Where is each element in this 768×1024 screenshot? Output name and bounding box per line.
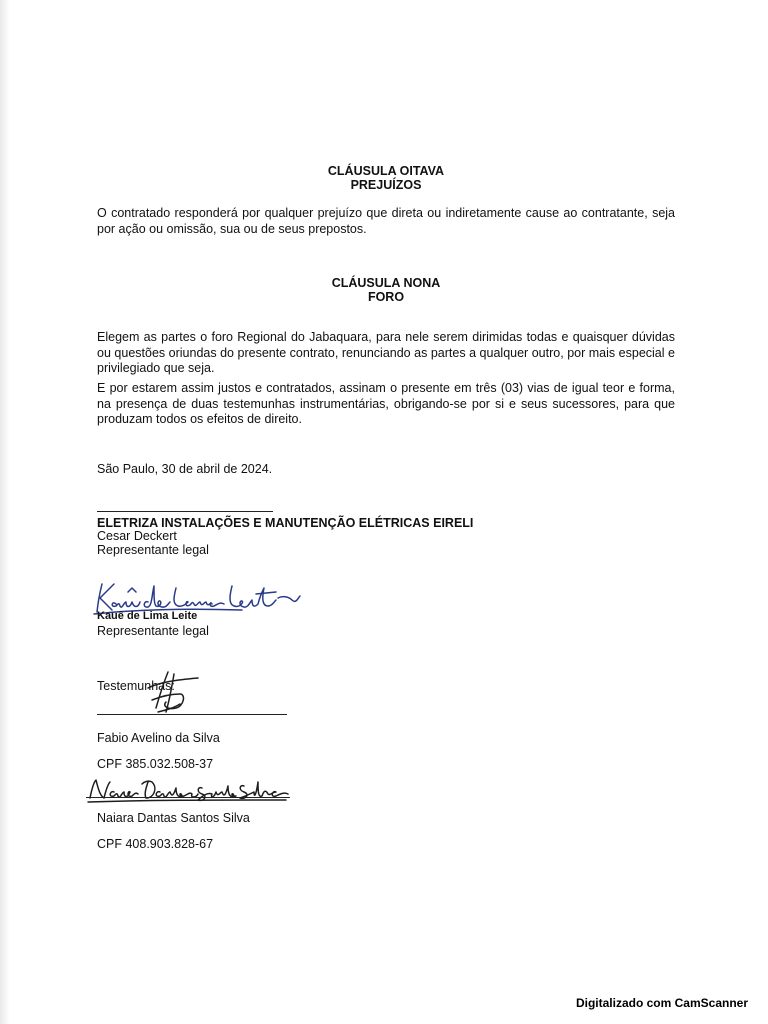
witness1-handwritten-signature — [140, 666, 204, 718]
witnesses-label: Testemunhas: — [97, 679, 175, 693]
clause9-body: Elegem as partes o foro Regional do Jabaquara, para nele serem dirimidas todas e quaisquer dúvidas ou questões oriundas do presente contrato, renunciando as partes a qualquer outro, por mais especial e privilegiado que seja. — [97, 330, 675, 375]
witness1-signature-line — [97, 714, 287, 715]
page-edge-shadow — [0, 0, 10, 1024]
party1-signature-line — [97, 511, 273, 512]
clause8-title: CLÁUSULA OITAVA — [327, 164, 445, 178]
clause8-subtitle: PREJUÍZOS — [350, 178, 422, 192]
place-date: São Paulo, 30 de abril de 2024. — [97, 462, 273, 476]
clause9-title: CLÁUSULA NONA — [331, 276, 441, 290]
party1-name: Cesar Deckert — [97, 529, 177, 543]
party1-company: ELETRIZA INSTALAÇÕES E MANUTENÇÃO ELÉTRICAS EIRELI — [97, 516, 474, 530]
party2-name: Kauê de Lima Leite — [97, 610, 198, 622]
witness2-handwritten-signature — [86, 774, 292, 804]
clause9-closing: E por estarem assim justos e contratados, assinam o presente em três (03) vias de igual teor e forma, na presença de duas testemunhas instrumentárias, obrigando-se por si e seus sucessores, para que produzam todos os efeitos de direito. — [97, 381, 675, 426]
party2-role: Representante legal — [97, 624, 209, 638]
witness2-signature-line — [86, 797, 290, 798]
witness1-cpf: CPF 385.032.508-37 — [97, 757, 214, 771]
witness2-cpf: CPF 408.903.828-67 — [97, 837, 214, 851]
clause9-subtitle: FORO — [367, 290, 405, 304]
witness2-name: Naiara Dantas Santos Silva — [97, 811, 250, 825]
camscanner-watermark: Digitalizado com CamScanner — [575, 996, 748, 1010]
party1-role: Representante legal — [97, 543, 209, 557]
witness1-name: Fabio Avelino da Silva — [97, 731, 220, 745]
clause8-body: O contratado responderá por qualquer prejuízo que direta ou indiretamente cause ao contratante, seja por ação ou omissão, sua ou de seus prepostos. — [97, 206, 675, 236]
